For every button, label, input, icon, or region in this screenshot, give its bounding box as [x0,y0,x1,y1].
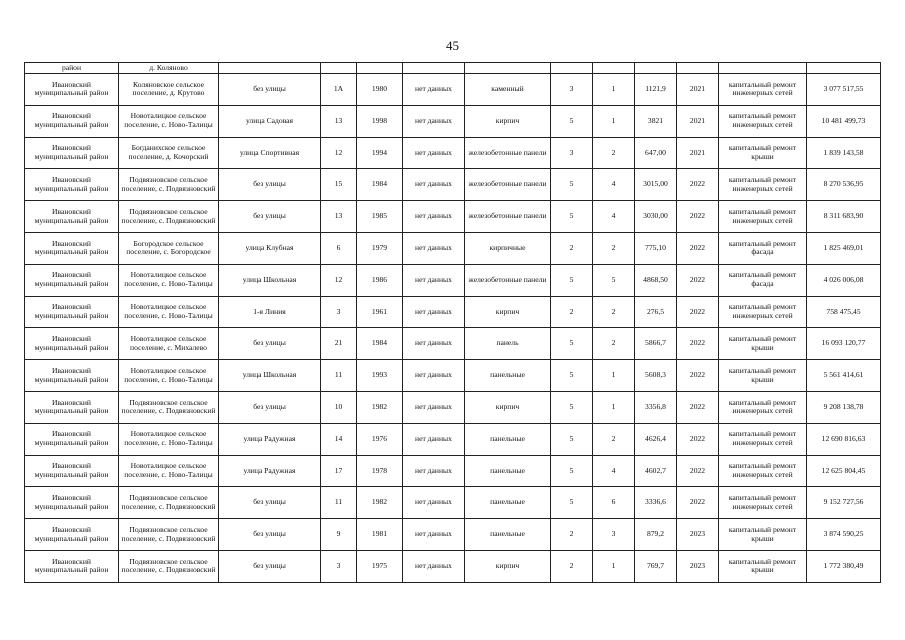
cell-entrances: 2 [593,232,635,264]
table-row [25,519,881,551]
cell-entrances: 2 [593,137,635,169]
cell-repair-year: 2022 [677,169,719,201]
cell-repair-type: капитальный ремонт инженерных сетей [719,105,807,137]
cell-house-number: 11 [321,487,357,519]
cell-cost: 3 874 590,25 [807,519,881,551]
cell-data-note: нет данных [403,264,465,296]
cell-wall-material: кирпич [465,550,551,582]
cell-repair-year: 2023 [677,550,719,582]
cell-floors: 5 [551,328,593,360]
cell-house-number: 11 [321,360,357,392]
cell-data-note: нет данных [403,296,465,328]
cell-year-built: 1994 [357,137,403,169]
cell-area: 879,2 [635,519,677,551]
cell-district: Ивановский муниципальный район [25,360,119,392]
table-row [25,391,881,423]
cell-district: Ивановский муниципальный район [25,137,119,169]
cell-house-number: 3 [321,296,357,328]
cell-repair-type: капитальный ремонт инженерных сетей [719,169,807,201]
cell-house-number: 3 [321,550,357,582]
cell-wall-material: железобетонные панели [465,169,551,201]
cell-floors: 2 [551,296,593,328]
cell-house-number: 9 [321,519,357,551]
cell-floors: 5 [551,264,593,296]
cell-house-number: 15 [321,169,357,201]
table-row [25,550,881,582]
cell-floors: 3 [551,137,593,169]
cell-settlement: Новоталицкое сельское поселение, с. Ново-Талицы [119,360,219,392]
cell-year-built: 1976 [357,423,403,455]
cell-settlement: Богданихское сельское поселение, д. Кочорский [119,137,219,169]
cell-area: 647,00 [635,137,677,169]
table-row [25,487,881,519]
cell-repair-year: 2023 [677,519,719,551]
cell-area: 4602,7 [635,455,677,487]
cell-wall-material: панельные [465,423,551,455]
cell-entrances: 1 [593,105,635,137]
cell-entrances: 2 [593,296,635,328]
cell-cost: 16 093 120,77 [807,328,881,360]
cell-street: улица Школьная [219,264,321,296]
cell-floors: 5 [551,169,593,201]
cell-repair-year [677,63,719,74]
cell-area: 4626,4 [635,423,677,455]
cell-year-built: 1984 [357,169,403,201]
cell-cost: 4 026 006,08 [807,264,881,296]
cell-area: 276,5 [635,296,677,328]
table-row [25,455,881,487]
cell-street: без улицы [219,328,321,360]
cell-data-note: нет данных [403,519,465,551]
cell-entrances: 4 [593,455,635,487]
cell-cost: 9 152 727,56 [807,487,881,519]
cell-district: Ивановский муниципальный район [25,105,119,137]
cell-street: улица Радужная [219,423,321,455]
housing-repair-table [24,62,881,583]
cell-repair-type [719,63,807,74]
cell-settlement: Новоталицкое сельское поселение, с. Михалево [119,328,219,360]
cell-house-number: 13 [321,201,357,233]
cell-cost: 758 475,45 [807,296,881,328]
cell-cost: 8 311 683,90 [807,201,881,233]
cell-street: улица Радужная [219,455,321,487]
cell-wall-material: панель [465,328,551,360]
cell-repair-type: капитальный ремонт инженерных сетей [719,74,807,106]
cell-cost: 1 772 380,49 [807,550,881,582]
cell-street: 1-я Линия [219,296,321,328]
cell-wall-material: кирпич [465,296,551,328]
cell-street [219,63,321,74]
cell-district: Ивановский муниципальный район [25,519,119,551]
cell-area: 775,10 [635,232,677,264]
cell-repair-type: капитальный ремонт фасада [719,264,807,296]
cell-entrances: 2 [593,423,635,455]
cell-repair-year: 2022 [677,423,719,455]
cell-district: Ивановский муниципальный район [25,201,119,233]
cell-settlement: Новоталицкое сельское поселение, с. Ново-Талицы [119,264,219,296]
table-row [25,296,881,328]
cell-district: район [25,63,119,74]
cell-house-number: 1А [321,74,357,106]
cell-cost: 3 077 517,55 [807,74,881,106]
cell-settlement: Новоталицкое сельское поселение, с. Ново-Талицы [119,423,219,455]
cell-data-note: нет данных [403,487,465,519]
cell-house-number: 13 [321,105,357,137]
cell-cost: 1 825 469,01 [807,232,881,264]
cell-area: 4868,50 [635,264,677,296]
cell-data-note: нет данных [403,137,465,169]
cell-district: Ивановский муниципальный район [25,487,119,519]
cell-street: без улицы [219,519,321,551]
cell-settlement: Подвязновское сельское поселение, с. Подвязновский [119,169,219,201]
cell-district: Ивановский муниципальный район [25,296,119,328]
cell-district: Ивановский муниципальный район [25,550,119,582]
cell-data-note: нет данных [403,74,465,106]
cell-wall-material: панельные [465,455,551,487]
cell-area: 3821 [635,105,677,137]
cell-area [635,63,677,74]
cell-house-number: 12 [321,137,357,169]
cell-district: Ивановский муниципальный район [25,391,119,423]
cell-repair-year: 2021 [677,74,719,106]
cell-street: улица Садовая [219,105,321,137]
cell-cost: 5 561 414,61 [807,360,881,392]
cell-repair-type: капитальный ремонт крыши [719,328,807,360]
table-row [25,423,881,455]
cell-settlement: Подвязновское сельское поселение, с. Подвязновский [119,519,219,551]
cell-entrances: 6 [593,487,635,519]
cell-data-note: нет данных [403,360,465,392]
cell-floors: 2 [551,519,593,551]
cell-repair-year: 2022 [677,264,719,296]
cell-house-number: 6 [321,232,357,264]
cell-data-note: нет данных [403,423,465,455]
cell-settlement: Новоталицкое сельское поселение, с. Ново-Талицы [119,296,219,328]
cell-entrances: 3 [593,519,635,551]
cell-repair-type: капитальный ремонт инженерных сетей [719,296,807,328]
cell-area: 3356,8 [635,391,677,423]
cell-cost: 8 270 536,95 [807,169,881,201]
cell-settlement: Подвязновское сельское поселение, с. Подвязновский [119,550,219,582]
cell-cost: 10 481 499,73 [807,105,881,137]
cell-repair-year: 2022 [677,391,719,423]
cell-street: без улицы [219,550,321,582]
table-row-continued [25,63,881,74]
cell-house-number: 21 [321,328,357,360]
cell-district: Ивановский муниципальный район [25,455,119,487]
cell-settlement: Богородское сельское поселение, с. Богородское [119,232,219,264]
cell-year-built: 1984 [357,328,403,360]
cell-year-built: 1982 [357,391,403,423]
cell-area: 1121,9 [635,74,677,106]
table-row [25,360,881,392]
cell-data-note: нет данных [403,201,465,233]
cell-repair-year: 2022 [677,201,719,233]
cell-district: Ивановский муниципальный район [25,328,119,360]
cell-repair-year: 2022 [677,232,719,264]
cell-street: улица Спортивная [219,137,321,169]
cell-repair-year: 2021 [677,105,719,137]
cell-district: Ивановский муниципальный район [25,232,119,264]
cell-area: 769,7 [635,550,677,582]
cell-floors: 5 [551,391,593,423]
cell-wall-material: железобетонные панели [465,137,551,169]
cell-repair-type: капитальный ремонт крыши [719,360,807,392]
cell-floors: 5 [551,360,593,392]
cell-data-note [403,63,465,74]
table-row [25,74,881,106]
cell-entrances: 2 [593,328,635,360]
cell-district: Ивановский муниципальный район [25,423,119,455]
cell-entrances: 4 [593,169,635,201]
cell-data-note: нет данных [403,391,465,423]
cell-wall-material [465,63,551,74]
cell-wall-material: железобетонные панели [465,264,551,296]
cell-area: 3030,00 [635,201,677,233]
cell-street: без улицы [219,487,321,519]
cell-repair-year: 2022 [677,296,719,328]
cell-year-built [357,63,403,74]
cell-house-number: 12 [321,264,357,296]
cell-wall-material: каменный [465,74,551,106]
cell-year-built: 1998 [357,105,403,137]
cell-area: 3015,00 [635,169,677,201]
cell-floors: 5 [551,201,593,233]
cell-cost: 12 625 804,45 [807,455,881,487]
cell-floors: 5 [551,105,593,137]
cell-data-note: нет данных [403,550,465,582]
table-row [25,232,881,264]
table-row [25,201,881,233]
table-row [25,328,881,360]
cell-entrances: 5 [593,264,635,296]
cell-house-number: 10 [321,391,357,423]
cell-data-note: нет данных [403,105,465,137]
cell-year-built: 1993 [357,360,403,392]
cell-repair-year: 2022 [677,328,719,360]
cell-floors: 3 [551,74,593,106]
cell-year-built: 1961 [357,296,403,328]
cell-repair-year: 2021 [677,137,719,169]
cell-wall-material: кирпичные [465,232,551,264]
cell-floors: 5 [551,487,593,519]
page-number: 45 [446,38,459,53]
table-row [25,264,881,296]
cell-settlement: Новоталицкое сельское поселение, с. Ново-Талицы [119,455,219,487]
cell-year-built: 1975 [357,550,403,582]
cell-settlement: Коляновское сельское поселение, д. Крутово [119,74,219,106]
cell-floors: 2 [551,550,593,582]
cell-house-number [321,63,357,74]
cell-year-built: 1985 [357,201,403,233]
cell-floors: 5 [551,455,593,487]
cell-entrances: 4 [593,201,635,233]
cell-street: без улицы [219,74,321,106]
cell-year-built: 1982 [357,487,403,519]
cell-settlement: Подвязновское сельское поселение, с. Подвязновский [119,391,219,423]
cell-floors: 5 [551,423,593,455]
cell-area: 3336,6 [635,487,677,519]
cell-floors [551,63,593,74]
cell-wall-material: кирпич [465,391,551,423]
table-row [25,137,881,169]
cell-cost [807,63,881,74]
cell-data-note: нет данных [403,328,465,360]
cell-street: улица Клубная [219,232,321,264]
cell-entrances: 1 [593,360,635,392]
cell-street: без улицы [219,201,321,233]
cell-district: Ивановский муниципальный район [25,169,119,201]
cell-entrances: 1 [593,550,635,582]
cell-repair-type: капитальный ремонт инженерных сетей [719,487,807,519]
cell-repair-type: капитальный ремонт инженерных сетей [719,201,807,233]
cell-wall-material: панельные [465,487,551,519]
cell-area: 5608,3 [635,360,677,392]
cell-entrances [593,63,635,74]
cell-district: Ивановский муниципальный район [25,74,119,106]
cell-repair-type: капитальный ремонт инженерных сетей [719,391,807,423]
cell-wall-material: панельные [465,360,551,392]
cell-street: без улицы [219,391,321,423]
cell-repair-type: капитальный ремонт инженерных сетей [719,455,807,487]
cell-year-built: 1986 [357,264,403,296]
cell-cost: 1 839 143,58 [807,137,881,169]
cell-repair-year: 2022 [677,360,719,392]
cell-data-note: нет данных [403,169,465,201]
cell-settlement: Подвязновское сельское поселение, с. Подвязновский [119,487,219,519]
cell-cost: 9 208 138,78 [807,391,881,423]
cell-data-note: нет данных [403,232,465,264]
cell-district: Ивановский муниципальный район [25,264,119,296]
cell-street: улица Школьная [219,360,321,392]
cell-house-number: 14 [321,423,357,455]
cell-street: без улицы [219,169,321,201]
cell-cost: 12 690 816,63 [807,423,881,455]
cell-repair-type: капитальный ремонт крыши [719,550,807,582]
table-row [25,105,881,137]
cell-wall-material: железобетонные панели [465,201,551,233]
cell-wall-material: кирпич [465,105,551,137]
cell-repair-type: капитальный ремонт фасада [719,232,807,264]
cell-settlement: Новоталицкое сельское поселение, с. Ново-Талицы [119,105,219,137]
cell-entrances: 1 [593,74,635,106]
cell-entrances: 1 [593,391,635,423]
cell-settlement: д. Колянoво [119,63,219,74]
table-row [25,169,881,201]
cell-house-number: 17 [321,455,357,487]
cell-repair-year: 2022 [677,487,719,519]
cell-repair-type: капитальный ремонт крыши [719,519,807,551]
cell-repair-year: 2022 [677,455,719,487]
cell-year-built: 1980 [357,74,403,106]
cell-area: 5866,7 [635,328,677,360]
cell-floors: 2 [551,232,593,264]
cell-year-built: 1978 [357,455,403,487]
cell-year-built: 1979 [357,232,403,264]
cell-settlement: Подвязновское сельское поселение, с. Подвязновский [119,201,219,233]
cell-data-note: нет данных [403,455,465,487]
cell-wall-material: панельные [465,519,551,551]
cell-repair-type: капитальный ремонт инженерных сетей [719,423,807,455]
cell-year-built: 1981 [357,519,403,551]
cell-repair-type: капитальный ремонт крыши [719,137,807,169]
